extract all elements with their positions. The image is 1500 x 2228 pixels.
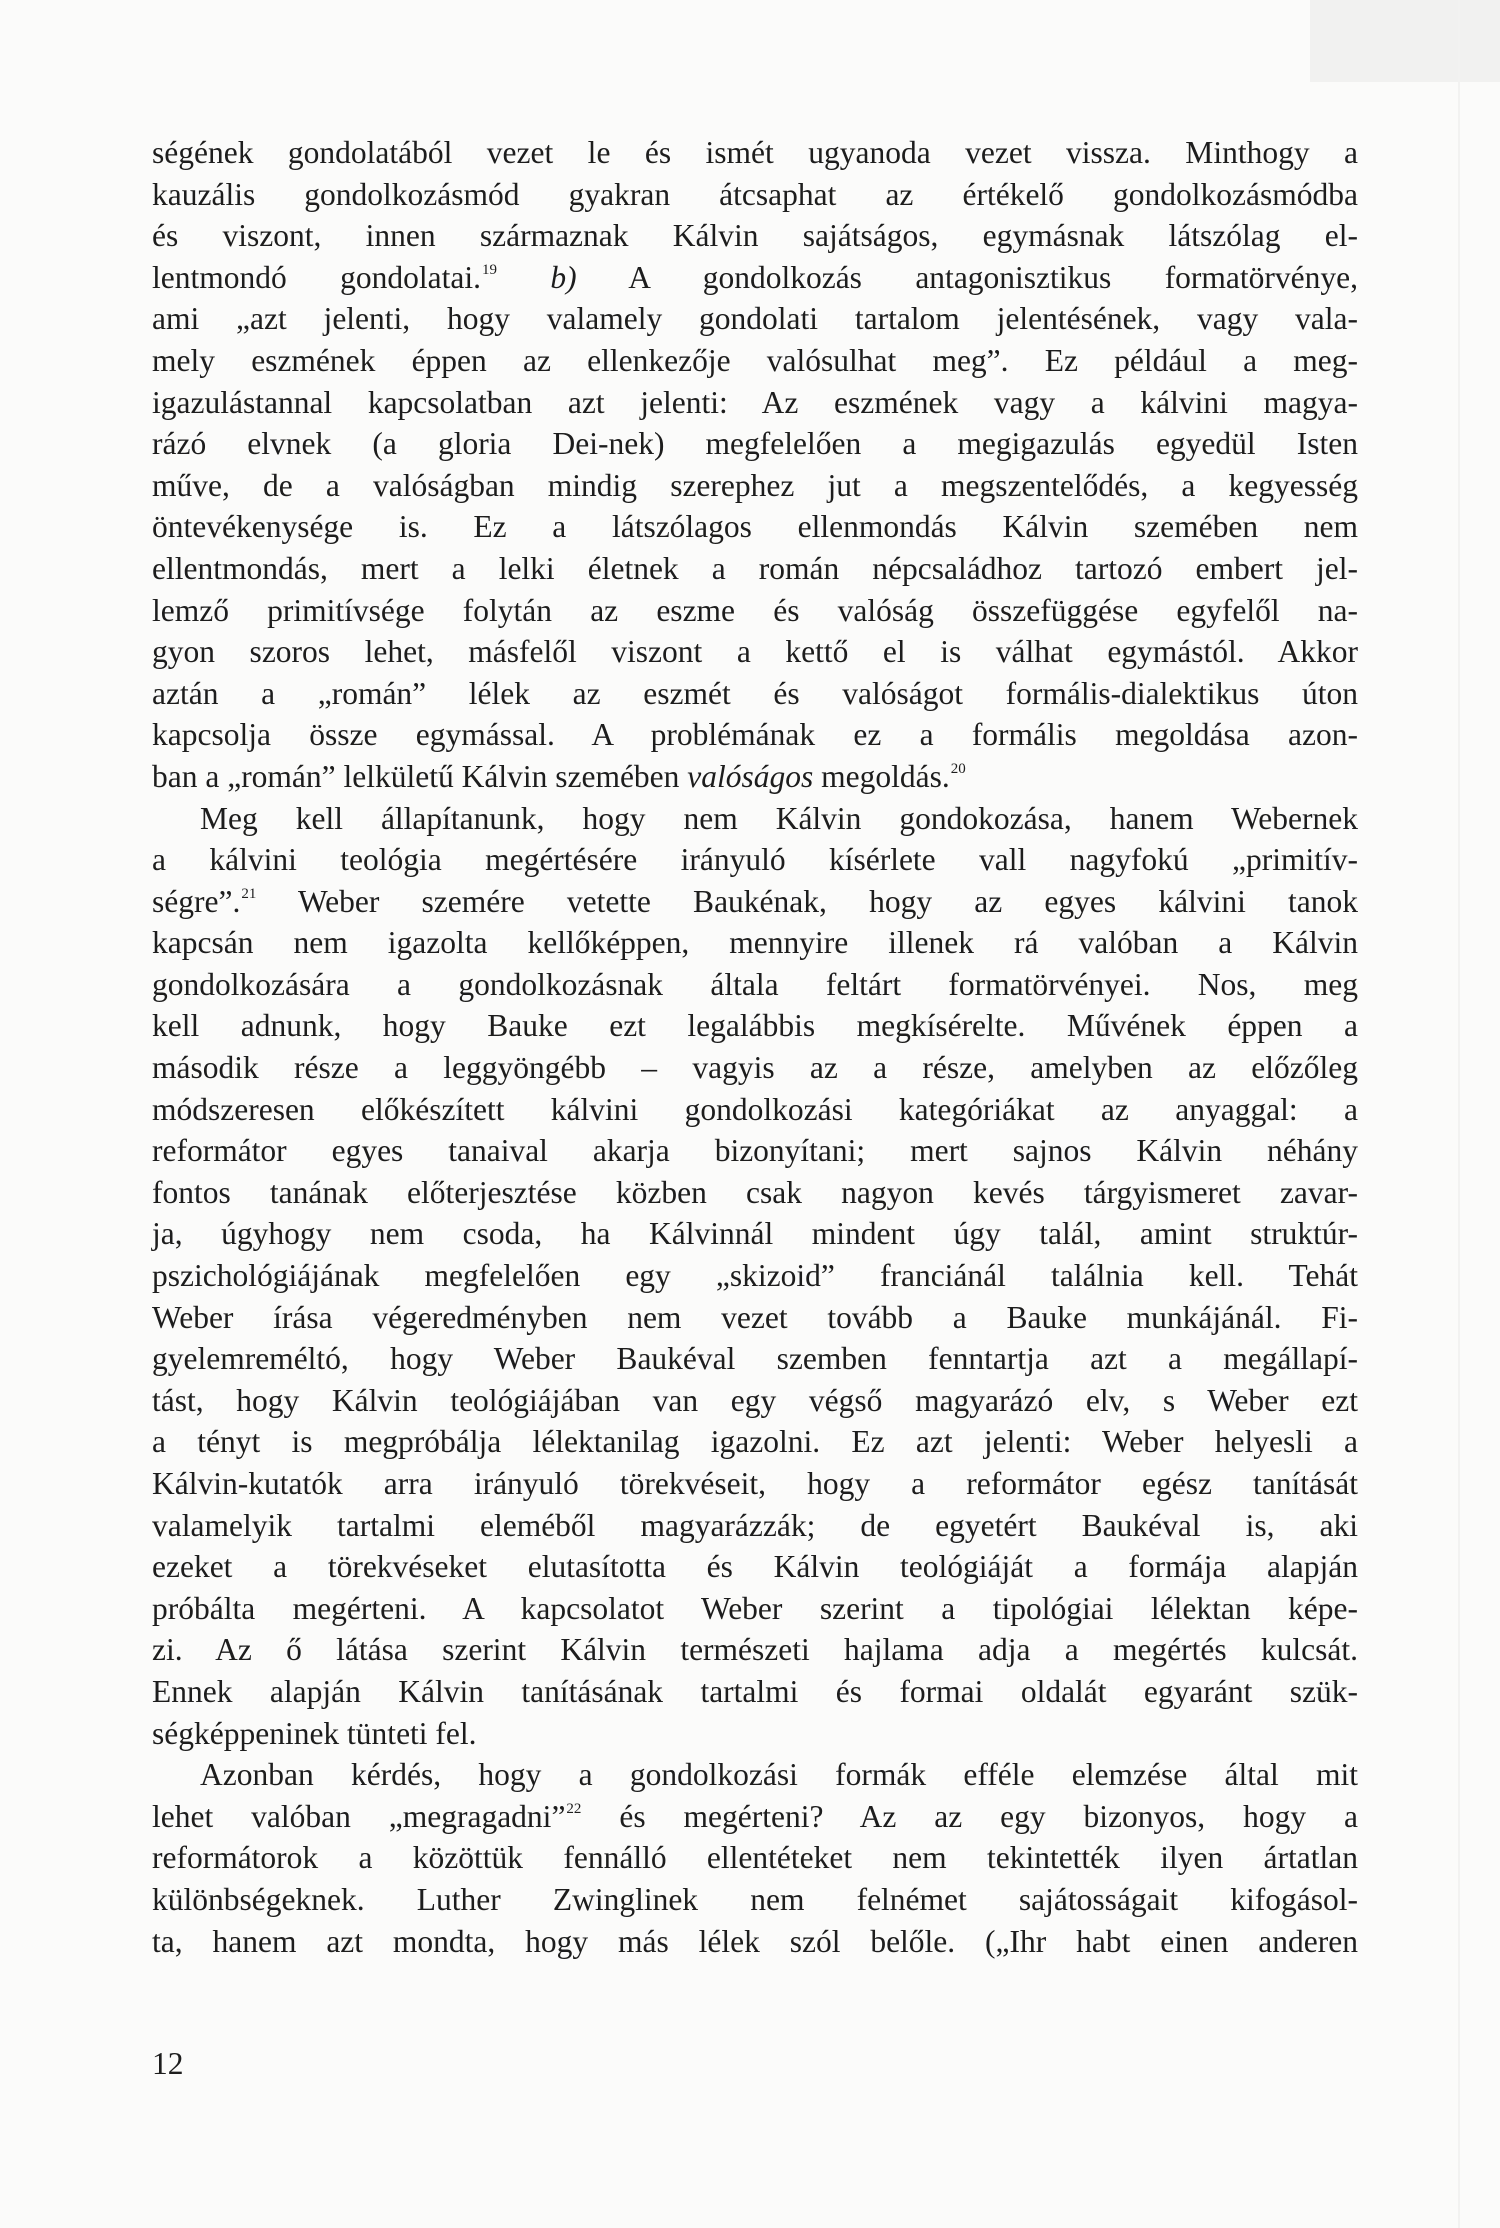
text-line: Azonban kérdés, hogy a gondolkozási formák efféle elemzése által mit	[200, 1757, 1358, 1793]
text-segment: ségre”.	[152, 883, 241, 919]
text-line: módszeresen előkészített kálvini gondolkozási kategóriákat az anyaggal: a	[152, 1091, 1358, 1127]
text-line: a tényt is megpróbálja lélektanilag igazolni. Ez azt jelenti: Weber helyesli a	[152, 1424, 1358, 1460]
text-line: igazulástannal kapcsolatban azt jelenti: Az eszmének vagy a kálvini magya-	[152, 384, 1358, 420]
text-segment: és megérteni? Az az egy bizonyos, hogy a	[581, 1798, 1358, 1834]
text-line: pszichológiájának megfelelően egy „skizoid” franciánál találnia kell. Tehát	[152, 1258, 1358, 1294]
scan-edge-line	[1458, 0, 1460, 2228]
text-line: Meg kell állapítanunk, hogy nem Kálvin gondokozása, hanem Webernek	[200, 800, 1358, 836]
text-line: és viszont, innen származnak Kálvin sajátságos, egymásnak látszólag el-	[152, 218, 1358, 254]
footnote-ref: 19	[481, 261, 497, 278]
text-line: fontos tanának előterjesztése közben csak nagyon kevés tárgyismeret zavar-	[152, 1174, 1358, 1210]
text-line: valamelyik tartalmi eleméből magyarázzák; de egyetért Baukéval is, aki	[152, 1507, 1358, 1543]
text-line: aztán a „román” lélek az eszmét és valóságot formális-dialektikus úton	[152, 675, 1358, 711]
text-line: kell adnunk, hogy Bauke ezt legalábbis megkísérelte. Művének éppen a	[152, 1008, 1358, 1044]
text-line	[152, 881, 1358, 923]
paragraph-1	[152, 132, 1358, 798]
text-line: mely eszmének éppen az ellenkezője valósulhat meg”. Ez például a meg-	[152, 342, 1358, 378]
text-line: különbségeknek. Luther Zwinglinek nem felnémet sajátosságait kifogásol-	[152, 1881, 1358, 1917]
text-line	[152, 257, 1358, 299]
text-line: gyon szoros lehet, másfelől viszont a kettő el is válhat egymástól. Akkor	[152, 634, 1358, 670]
text-segment: lentmondó gondolatai.	[152, 259, 481, 295]
text-line: ja, úgyhogy nem csoda, ha Kálvinnál mindent úgy talál, amint struktúr-	[152, 1216, 1358, 1252]
italic-segment: valóságos	[687, 758, 814, 794]
paragraph-3	[152, 1754, 1358, 1962]
text-line: második része a leggyöngébb – vagyis az a része, amelyben az előzőleg	[152, 1050, 1358, 1086]
text-line: ségének gondolatából vezet le és ismét ugyanoda vezet vissza. Minthogy a	[152, 135, 1358, 170]
text-line: gondolkozására a gondolkozásnak általa feltárt formatörvényei. Nos, meg	[152, 966, 1358, 1002]
text-line: ségképpeninek tünteti fel.	[152, 1715, 477, 1751]
italic-segment: b)	[550, 259, 577, 295]
text-segment: lehet valóban „megragadni”	[152, 1798, 566, 1834]
text-line: Ennek alapján Kálvin tanításának tartalmi és formai oldalát egyaránt szük-	[152, 1673, 1358, 1709]
footnote-ref: 21	[241, 885, 257, 902]
text-line: kapcsolja össze egymással. A problémának ez a formális megoldása azon-	[152, 717, 1358, 753]
text-line: a kálvini teológia megértésére irányuló kísérlete vall nagyfokú „primitív-	[152, 842, 1358, 878]
text-line: tást, hogy Kálvin teológiájában van egy végső magyarázó elv, s Weber ezt	[152, 1382, 1358, 1418]
text-segment: A gondolkozás antagonisztikus formatörvénye,	[576, 259, 1358, 295]
text-line: lemző primitívsége folytán az eszme és valóság összefüggése egyfelől na-	[152, 592, 1358, 628]
text-line	[152, 1796, 1358, 1838]
text-line: ezeket a törekvéseket elutasította és Kálvin teológiáját a formája alapján	[152, 1549, 1358, 1585]
text-line: gyelemreméltó, hogy Weber Baukéval szemben fenntartja azt a megállapí-	[152, 1341, 1358, 1377]
text-line: kapcsán nem igazolta kellőképpen, mennyire illenek rá valóban a Kálvin	[152, 925, 1358, 961]
text-line: reformátor egyes tanaival akarja bizonyítani; mert sajnos Kálvin néhány	[152, 1133, 1358, 1169]
text-segment: megoldás.	[813, 758, 950, 794]
text-line: Kálvin-kutatók arra irányuló törekvéseit, hogy a reformátor egész tanítását	[152, 1466, 1358, 1501]
text-line	[152, 756, 1358, 798]
text-line: ta, hanem azt mondta, hogy más lélek szól belőle. („Ihr habt einen anderen	[152, 1923, 1358, 1959]
paragraph-2	[152, 798, 1358, 1755]
text-line: műve, de a valóságban mindig szerephez jut a megszentelődés, a kegyesség	[152, 467, 1358, 503]
page-body	[152, 132, 1358, 1962]
text-line: reformátorok a közöttük fennálló ellentéteket nem tekintették ilyen ártatlan	[152, 1840, 1358, 1876]
text-segment: Weber szemére vetette Baukénak, hogy az egyes kálvini tanok	[256, 883, 1358, 919]
text-line: Weber írása végeredményben nem vezet tovább a Bauke munkájánál. Fi-	[152, 1299, 1358, 1335]
text-line: próbálta megérteni. A kapcsolatot Weber szerint a tipológiai lélektan képe-	[152, 1590, 1358, 1626]
text-line: öntevékenysége is. Ez a látszólagos ellenmondás Kálvin szemében nem	[152, 509, 1358, 545]
text-line: ami „azt jelenti, hogy valamely gondolati tartalom jelentésének, vagy vala-	[152, 301, 1358, 337]
text-line: ellentmondás, mert a lelki életnek a román népcsaládhoz tartozó embert jel-	[152, 550, 1358, 586]
text-line: zi. Az ő látása szerint Kálvin természeti hajlama adja a megértés kulcsát.	[152, 1632, 1358, 1668]
text-line: rázó elvnek (a gloria Dei-nek) megfelelően a megigazulás egyedül Isten	[152, 426, 1358, 462]
text-segment: ban a „román” lelkületű Kálvin szemében	[152, 758, 688, 794]
text-line: kauzális gondolkozásmód gyakran átcsaphat az értékelő gondolkozásmódba	[152, 176, 1358, 212]
page-number: 12	[152, 2046, 184, 2081]
footnote-ref: 22	[566, 1800, 582, 1817]
scan-corner-shade	[1310, 0, 1500, 82]
footnote-ref: 20	[950, 760, 966, 777]
